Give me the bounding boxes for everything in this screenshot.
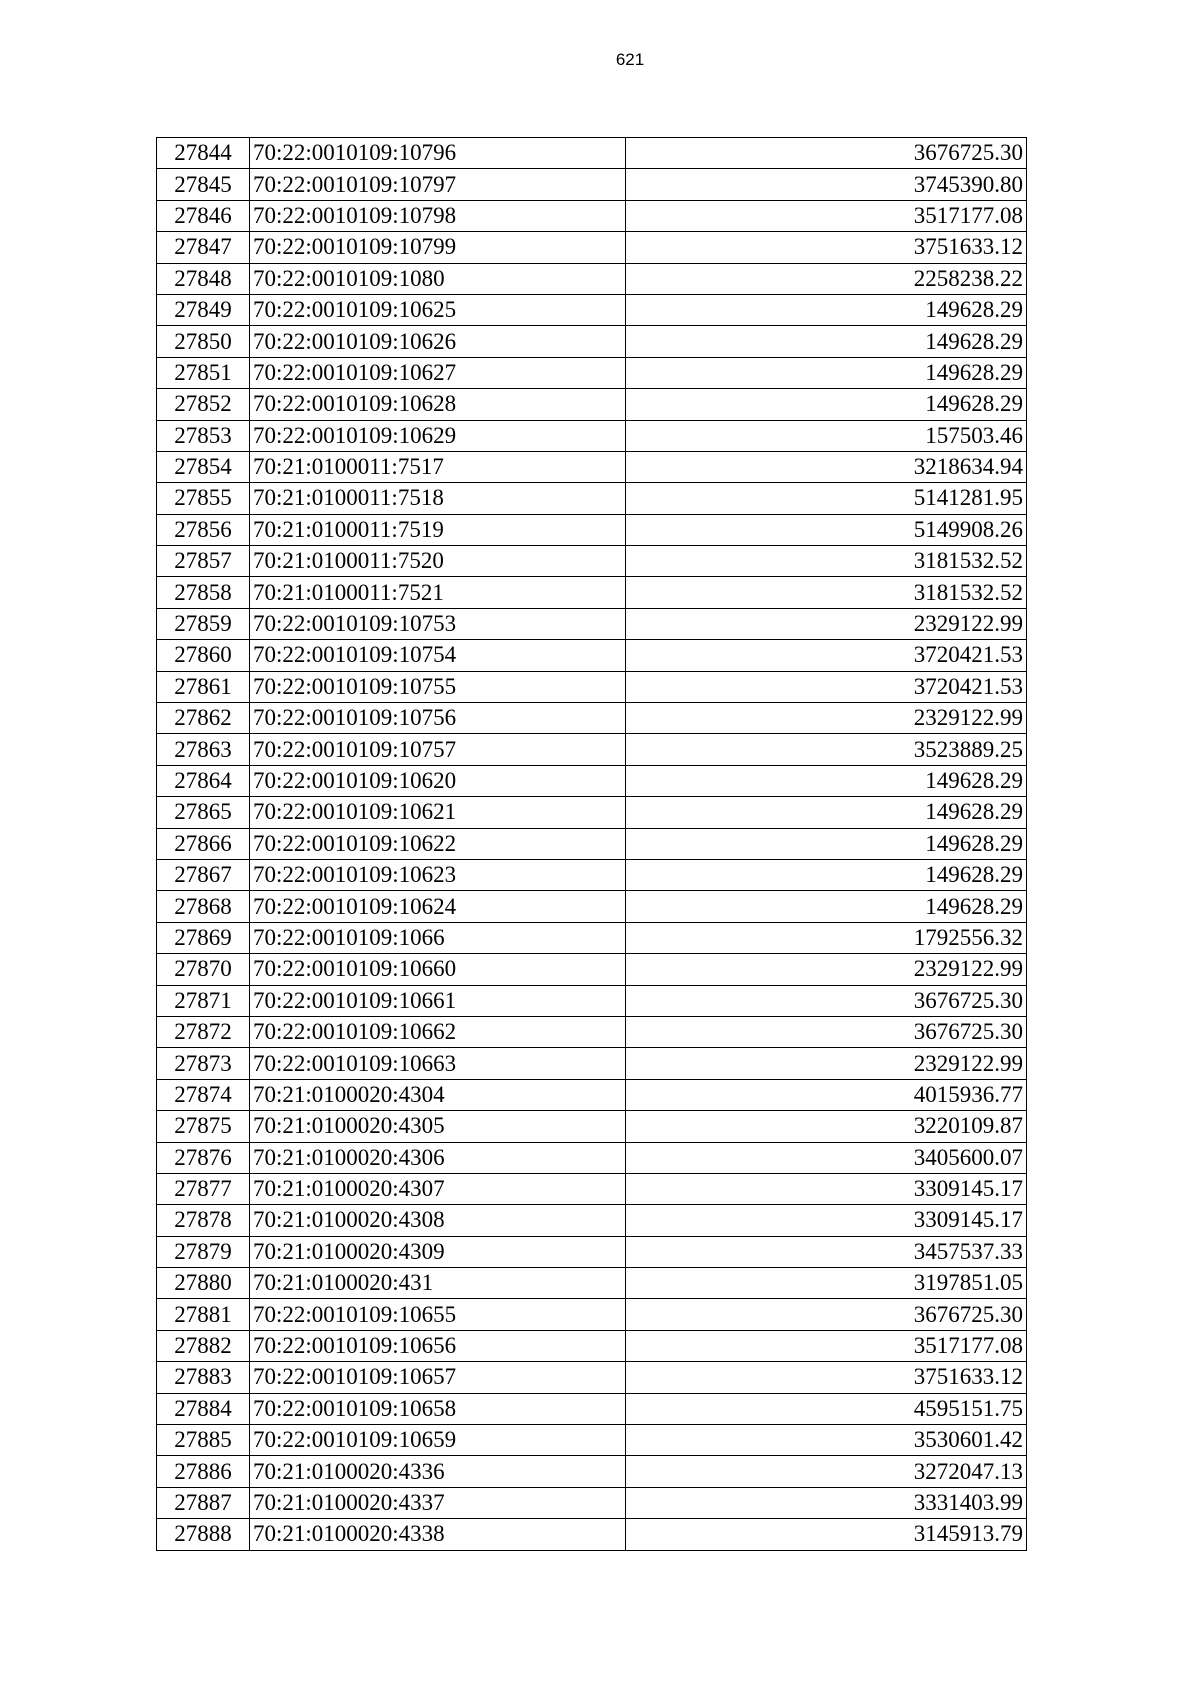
value-cell: 3331403.99 — [626, 1487, 1027, 1518]
row-number-cell: 27881 — [157, 1299, 250, 1330]
cadastral-number-cell: 70:21:0100011:7521 — [250, 577, 626, 608]
row-number-cell: 27854 — [157, 451, 250, 482]
cadastral-number-cell: 70:22:0010109:10621 — [250, 797, 626, 828]
value-cell: 3272047.13 — [626, 1456, 1027, 1487]
row-number-cell: 27865 — [157, 797, 250, 828]
cadastral-number-cell: 70:21:0100011:7519 — [250, 514, 626, 545]
value-cell: 3181532.52 — [626, 577, 1027, 608]
value-cell: 3181532.52 — [626, 546, 1027, 577]
table-row — [157, 703, 1027, 734]
row-number-cell: 27888 — [157, 1519, 250, 1550]
cadastral-number-cell: 70:21:0100020:4308 — [250, 1205, 626, 1236]
value-cell: 2329122.99 — [626, 608, 1027, 639]
row-number-cell: 27883 — [157, 1362, 250, 1393]
row-number-cell: 27866 — [157, 828, 250, 859]
table-row — [157, 326, 1027, 357]
row-number-cell: 27860 — [157, 640, 250, 671]
cadastral-number-cell: 70:21:0100020:4307 — [250, 1173, 626, 1204]
table-row — [157, 1111, 1027, 1142]
cadastral-number-cell: 70:22:0010109:10755 — [250, 671, 626, 702]
value-cell: 3309145.17 — [626, 1173, 1027, 1204]
value-cell: 149628.29 — [626, 389, 1027, 420]
cadastral-number-cell: 70:21:0100020:4304 — [250, 1079, 626, 1110]
table-row — [157, 1142, 1027, 1173]
cadastral-number-cell: 70:22:0010109:10629 — [250, 420, 626, 451]
table-row — [157, 169, 1027, 200]
row-number-cell: 27878 — [157, 1205, 250, 1236]
table-row — [157, 263, 1027, 294]
table-row — [157, 1393, 1027, 1424]
row-number-cell: 27885 — [157, 1425, 250, 1456]
row-number-cell: 27876 — [157, 1142, 250, 1173]
cadastral-number-cell: 70:22:0010109:10624 — [250, 891, 626, 922]
row-number-cell: 27858 — [157, 577, 250, 608]
row-number-cell: 27886 — [157, 1456, 250, 1487]
row-number-cell: 27851 — [157, 357, 250, 388]
row-number-cell: 27850 — [157, 326, 250, 357]
table-row — [157, 1362, 1027, 1393]
value-cell: 3751633.12 — [626, 1362, 1027, 1393]
value-cell: 3309145.17 — [626, 1205, 1027, 1236]
value-cell: 3530601.42 — [626, 1425, 1027, 1456]
row-number-cell: 27884 — [157, 1393, 250, 1424]
cadastral-number-cell: 70:22:0010109:10655 — [250, 1299, 626, 1330]
table-row — [157, 1268, 1027, 1299]
table-row — [157, 797, 1027, 828]
row-number-cell: 27855 — [157, 483, 250, 514]
value-cell: 3457537.33 — [626, 1236, 1027, 1267]
cadastral-number-cell: 70:21:0100020:4309 — [250, 1236, 626, 1267]
row-number-cell: 27852 — [157, 389, 250, 420]
cadastral-number-cell: 70:22:0010109:10620 — [250, 765, 626, 796]
table-row — [157, 765, 1027, 796]
page-number: 621 — [615, 50, 645, 69]
row-number-cell: 27849 — [157, 294, 250, 325]
row-number-cell: 27873 — [157, 1048, 250, 1079]
cadastral-number-cell: 70:22:0010109:10659 — [250, 1425, 626, 1456]
cadastral-number-cell: 70:21:0100011:7520 — [250, 546, 626, 577]
table-row — [157, 420, 1027, 451]
cadastral-number-cell: 70:22:0010109:1080 — [250, 263, 626, 294]
cadastral-number-cell: 70:22:0010109:10796 — [250, 138, 626, 169]
cadastral-number-cell: 70:22:0010109:10628 — [250, 389, 626, 420]
value-cell: 149628.29 — [626, 859, 1027, 890]
table-row — [157, 891, 1027, 922]
value-cell: 3676725.30 — [626, 1016, 1027, 1047]
cadastral-number-cell: 70:22:0010109:10663 — [250, 1048, 626, 1079]
row-number-cell: 27872 — [157, 1016, 250, 1047]
table-row — [157, 1173, 1027, 1204]
value-cell: 4595151.75 — [626, 1393, 1027, 1424]
value-cell: 2329122.99 — [626, 954, 1027, 985]
cadastral-number-cell: 70:21:0100020:4338 — [250, 1519, 626, 1550]
value-cell: 2329122.99 — [626, 703, 1027, 734]
value-cell: 3676725.30 — [626, 1299, 1027, 1330]
row-number-cell: 27868 — [157, 891, 250, 922]
value-cell: 3218634.94 — [626, 451, 1027, 482]
value-cell: 5141281.95 — [626, 483, 1027, 514]
row-number-cell: 27877 — [157, 1173, 250, 1204]
cadastral-number-cell: 70:22:0010109:10798 — [250, 200, 626, 231]
row-number-cell: 27879 — [157, 1236, 250, 1267]
value-cell: 149628.29 — [626, 891, 1027, 922]
table-row — [157, 671, 1027, 702]
value-cell: 149628.29 — [626, 797, 1027, 828]
row-number-cell: 27875 — [157, 1111, 250, 1142]
row-number-cell: 27847 — [157, 232, 250, 263]
value-cell: 3745390.80 — [626, 169, 1027, 200]
value-cell: 3220109.87 — [626, 1111, 1027, 1142]
table-row — [157, 954, 1027, 985]
cadastral-number-cell: 70:22:0010109:1066 — [250, 922, 626, 953]
table-row — [157, 514, 1027, 545]
value-cell: 149628.29 — [626, 326, 1027, 357]
cadastral-number-cell: 70:22:0010109:10656 — [250, 1330, 626, 1361]
cadastral-number-cell: 70:22:0010109:10658 — [250, 1393, 626, 1424]
row-number-cell: 27863 — [157, 734, 250, 765]
table-row — [157, 1299, 1027, 1330]
table-row — [157, 483, 1027, 514]
table-row — [157, 1079, 1027, 1110]
cadastral-number-cell: 70:21:0100020:4306 — [250, 1142, 626, 1173]
value-cell: 2258238.22 — [626, 263, 1027, 294]
table-row — [157, 1048, 1027, 1079]
cadastral-number-cell: 70:21:0100011:7518 — [250, 483, 626, 514]
cadastral-number-cell: 70:22:0010109:10625 — [250, 294, 626, 325]
row-number-cell: 27887 — [157, 1487, 250, 1518]
cadastral-number-cell: 70:22:0010109:10657 — [250, 1362, 626, 1393]
value-cell: 2329122.99 — [626, 1048, 1027, 1079]
table-row — [157, 1236, 1027, 1267]
table-row — [157, 389, 1027, 420]
table-row — [157, 232, 1027, 263]
value-cell: 3197851.05 — [626, 1268, 1027, 1299]
row-number-cell: 27862 — [157, 703, 250, 734]
cadastral-number-cell: 70:21:0100020:4337 — [250, 1487, 626, 1518]
cadastral-number-cell: 70:22:0010109:10757 — [250, 734, 626, 765]
row-number-cell: 27845 — [157, 169, 250, 200]
row-number-cell: 27867 — [157, 859, 250, 890]
value-cell: 149628.29 — [626, 294, 1027, 325]
row-number-cell: 27869 — [157, 922, 250, 953]
value-cell: 5149908.26 — [626, 514, 1027, 545]
cadastral-number-cell: 70:22:0010109:10799 — [250, 232, 626, 263]
table-row — [157, 1456, 1027, 1487]
row-number-cell: 27861 — [157, 671, 250, 702]
value-cell: 149628.29 — [626, 765, 1027, 796]
cadastral-number-cell: 70:22:0010109:10627 — [250, 357, 626, 388]
cadastral-number-cell: 70:21:0100020:4336 — [250, 1456, 626, 1487]
row-number-cell: 27857 — [157, 546, 250, 577]
value-cell: 3517177.08 — [626, 200, 1027, 231]
row-number-cell: 27874 — [157, 1079, 250, 1110]
table-row — [157, 1487, 1027, 1518]
table-row — [157, 294, 1027, 325]
row-number-cell: 27848 — [157, 263, 250, 294]
value-cell: 3523889.25 — [626, 734, 1027, 765]
table-row — [157, 1425, 1027, 1456]
table-row — [157, 734, 1027, 765]
cadastral-number-cell: 70:22:0010109:10753 — [250, 608, 626, 639]
value-cell: 3720421.53 — [626, 671, 1027, 702]
registry-table-body — [157, 138, 1027, 1551]
value-cell: 3145913.79 — [626, 1519, 1027, 1550]
cadastral-number-cell: 70:21:0100020:4305 — [250, 1111, 626, 1142]
table-row — [157, 546, 1027, 577]
row-number-cell: 27882 — [157, 1330, 250, 1361]
table-row — [157, 577, 1027, 608]
cadastral-number-cell: 70:22:0010109:10660 — [250, 954, 626, 985]
cadastral-number-cell: 70:22:0010109:10622 — [250, 828, 626, 859]
value-cell: 149628.29 — [626, 357, 1027, 388]
table-row — [157, 985, 1027, 1016]
table-row — [157, 1016, 1027, 1047]
row-number-cell: 27859 — [157, 608, 250, 639]
table-row — [157, 200, 1027, 231]
cadastral-number-cell: 70:22:0010109:10661 — [250, 985, 626, 1016]
value-cell: 3751633.12 — [626, 232, 1027, 263]
table-row — [157, 608, 1027, 639]
value-cell: 3517177.08 — [626, 1330, 1027, 1361]
table-row — [157, 828, 1027, 859]
value-cell: 3676725.30 — [626, 985, 1027, 1016]
cadastral-number-cell: 70:22:0010109:10797 — [250, 169, 626, 200]
cadastral-number-cell: 70:22:0010109:10626 — [250, 326, 626, 357]
value-cell: 3720421.53 — [626, 640, 1027, 671]
row-number-cell: 27846 — [157, 200, 250, 231]
table-row — [157, 451, 1027, 482]
value-cell: 4015936.77 — [626, 1079, 1027, 1110]
row-number-cell: 27853 — [157, 420, 250, 451]
cadastral-number-cell: 70:22:0010109:10662 — [250, 1016, 626, 1047]
registry-table — [156, 137, 1027, 1551]
cadastral-number-cell: 70:21:0100020:431 — [250, 1268, 626, 1299]
table-row — [157, 1205, 1027, 1236]
row-number-cell: 27864 — [157, 765, 250, 796]
table-row — [157, 138, 1027, 169]
cadastral-number-cell: 70:21:0100011:7517 — [250, 451, 626, 482]
value-cell: 1792556.32 — [626, 922, 1027, 953]
table-row — [157, 357, 1027, 388]
cadastral-number-cell: 70:22:0010109:10623 — [250, 859, 626, 890]
row-number-cell: 27880 — [157, 1268, 250, 1299]
row-number-cell: 27871 — [157, 985, 250, 1016]
value-cell: 3405600.07 — [626, 1142, 1027, 1173]
table-row — [157, 1519, 1027, 1550]
table-row — [157, 640, 1027, 671]
table-row — [157, 859, 1027, 890]
table-row — [157, 1330, 1027, 1361]
row-number-cell: 27870 — [157, 954, 250, 985]
row-number-cell: 27856 — [157, 514, 250, 545]
value-cell: 149628.29 — [626, 828, 1027, 859]
cadastral-number-cell: 70:22:0010109:10754 — [250, 640, 626, 671]
row-number-cell: 27844 — [157, 138, 250, 169]
cadastral-number-cell: 70:22:0010109:10756 — [250, 703, 626, 734]
value-cell: 3676725.30 — [626, 138, 1027, 169]
table-row — [157, 922, 1027, 953]
value-cell: 157503.46 — [626, 420, 1027, 451]
